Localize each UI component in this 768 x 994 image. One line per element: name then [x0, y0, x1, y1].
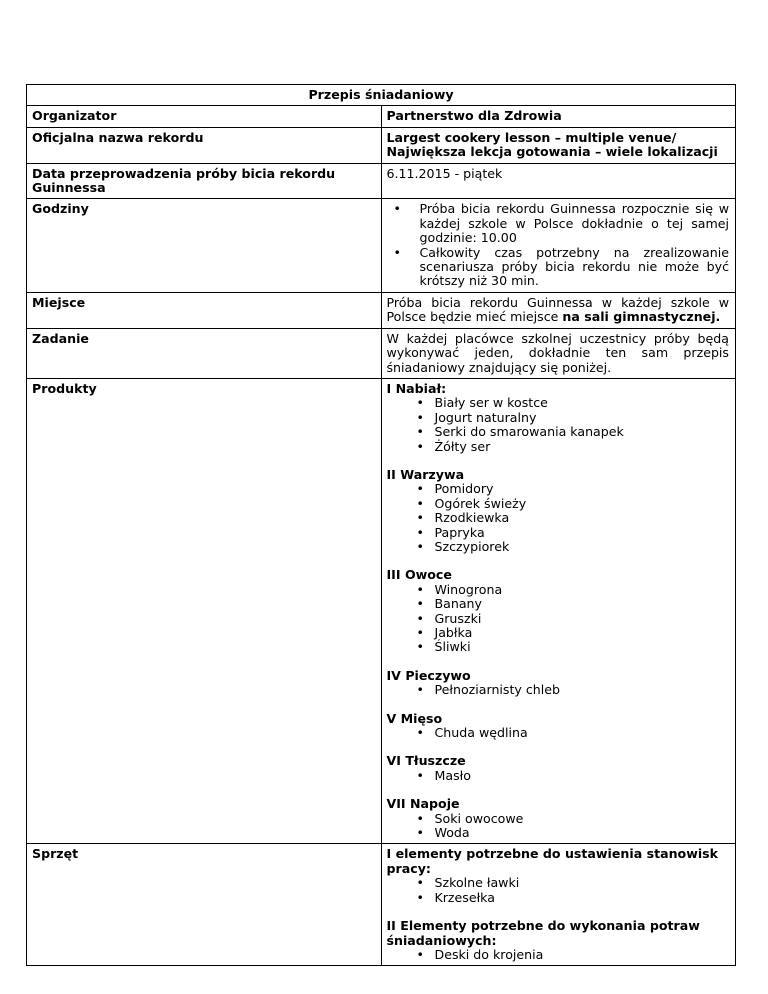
list-item: • Chuda wędlina	[387, 726, 730, 740]
title-row	[27, 85, 736, 106]
product-group-fruits	[387, 568, 730, 654]
place-row	[27, 292, 736, 328]
equipment-row	[27, 844, 736, 966]
table-title: Przepis śniadaniowy	[27, 85, 736, 106]
product-group-meat	[387, 712, 730, 741]
list-item: • Papryka	[387, 526, 730, 540]
record-name-value	[381, 127, 736, 163]
hours-item: • Całkowity czas potrzebny na zrealizowanie scenariusza próby bicia rekordu nie może być krótszy niż 30 min.	[387, 246, 730, 289]
products-row	[27, 378, 736, 844]
list-item: • Soki owocowe	[387, 812, 730, 826]
list-item: • Krzesełka	[387, 891, 730, 905]
group-heading: V Mięso	[386, 710, 443, 726]
product-group-drinks	[387, 797, 730, 840]
list-item: • Ogórek świeży	[387, 497, 730, 511]
list-item: • Masło	[387, 769, 730, 783]
list-item: • Szczypiorek	[387, 540, 730, 554]
record-name-label: Oficjalna nazwa rekordu	[27, 127, 382, 163]
date-value: 6.11.2015 - piątek	[381, 163, 736, 199]
equipment-value	[381, 844, 736, 966]
list-item: • Gruszki	[387, 612, 730, 626]
group-heading: II Elementy potrzebne do wykonania potraw śniadaniowych:	[386, 918, 700, 948]
products-label: Produkty	[27, 378, 382, 844]
list-item: • Szkolne ławki	[387, 876, 730, 890]
group-heading: I Nabiał:	[386, 380, 447, 396]
group-heading: IV Pieczywo	[386, 667, 471, 683]
product-group-dairy	[387, 382, 730, 454]
product-group-vegetables	[387, 468, 730, 554]
task-label: Zadanie	[27, 328, 382, 378]
list-item: • Rzodkiewka	[387, 511, 730, 525]
group-heading: VII Napoje	[386, 796, 460, 812]
group-heading: III Owoce	[386, 567, 452, 583]
product-group-bread	[387, 669, 730, 698]
organizer-label: Organizator	[27, 106, 382, 127]
record-name-row	[27, 127, 736, 163]
equipment-group-cooking	[387, 919, 730, 962]
list-item: • Żółty ser	[387, 440, 730, 454]
list-item: • Banany	[387, 597, 730, 611]
group-heading: VI Tłuszcze	[386, 753, 466, 769]
products-value	[381, 378, 736, 844]
date-row	[27, 163, 736, 199]
record-name-pl: Największa lekcja gotowania – wiele lokalizacji	[386, 144, 718, 160]
organizer-value: Partnerstwo dla Zdrowia	[381, 106, 736, 127]
list-item: • Winogrona	[387, 583, 730, 597]
list-item: • Jogurt naturalny	[387, 411, 730, 425]
task-row	[27, 328, 736, 378]
group-heading: I elementy potrzebne do ustawienia stanowisk pracy:	[386, 846, 719, 876]
date-label: Data przeprowadzenia próby bicia rekordu Guinnessa	[27, 163, 382, 199]
hours-row	[27, 199, 736, 292]
place-bold: na sali gimnastycznej.	[562, 309, 721, 325]
list-item: • Jabłka	[387, 626, 730, 640]
record-name-en: Largest cookery lesson – multiple venue/	[386, 129, 677, 145]
recipe-table	[26, 84, 736, 966]
group-heading: II Warzywa	[386, 466, 465, 482]
list-item: • Pomidory	[387, 482, 730, 496]
equipment-label: Sprzęt	[27, 844, 382, 966]
hours-item: • Próba bicia rekordu Guinnessa rozpocznie się w każdej szkole w Polsce dokładnie o tej samej godzinie: 10.00	[387, 202, 730, 245]
product-group-fats	[387, 754, 730, 783]
list-item: • Serki do smarowania kanapek	[387, 425, 730, 439]
place-value: Próba bicia rekordu Guinnessa w każdej szkole w Polsce będzie mieć miejsce na sali gimnastycznej.	[381, 292, 736, 328]
equipment-group-stations	[387, 847, 730, 905]
task-value: W każdej placówce szkolnej uczestnicy próby będą wykonywać jeden, dokładnie ten sam przepis śniadaniowy znajdujący się poniżej.	[381, 328, 736, 378]
list-item: • Pełnoziarnisty chleb	[387, 683, 730, 697]
list-item: • Deski do krojenia	[387, 948, 730, 962]
organizer-row	[27, 106, 736, 127]
hours-value	[381, 199, 736, 292]
place-label: Miejsce	[27, 292, 382, 328]
list-item: • Biały ser w kostce	[387, 396, 730, 410]
list-item: • Śliwki	[387, 640, 730, 654]
list-item: • Woda	[387, 826, 730, 840]
hours-label: Godziny	[27, 199, 382, 292]
